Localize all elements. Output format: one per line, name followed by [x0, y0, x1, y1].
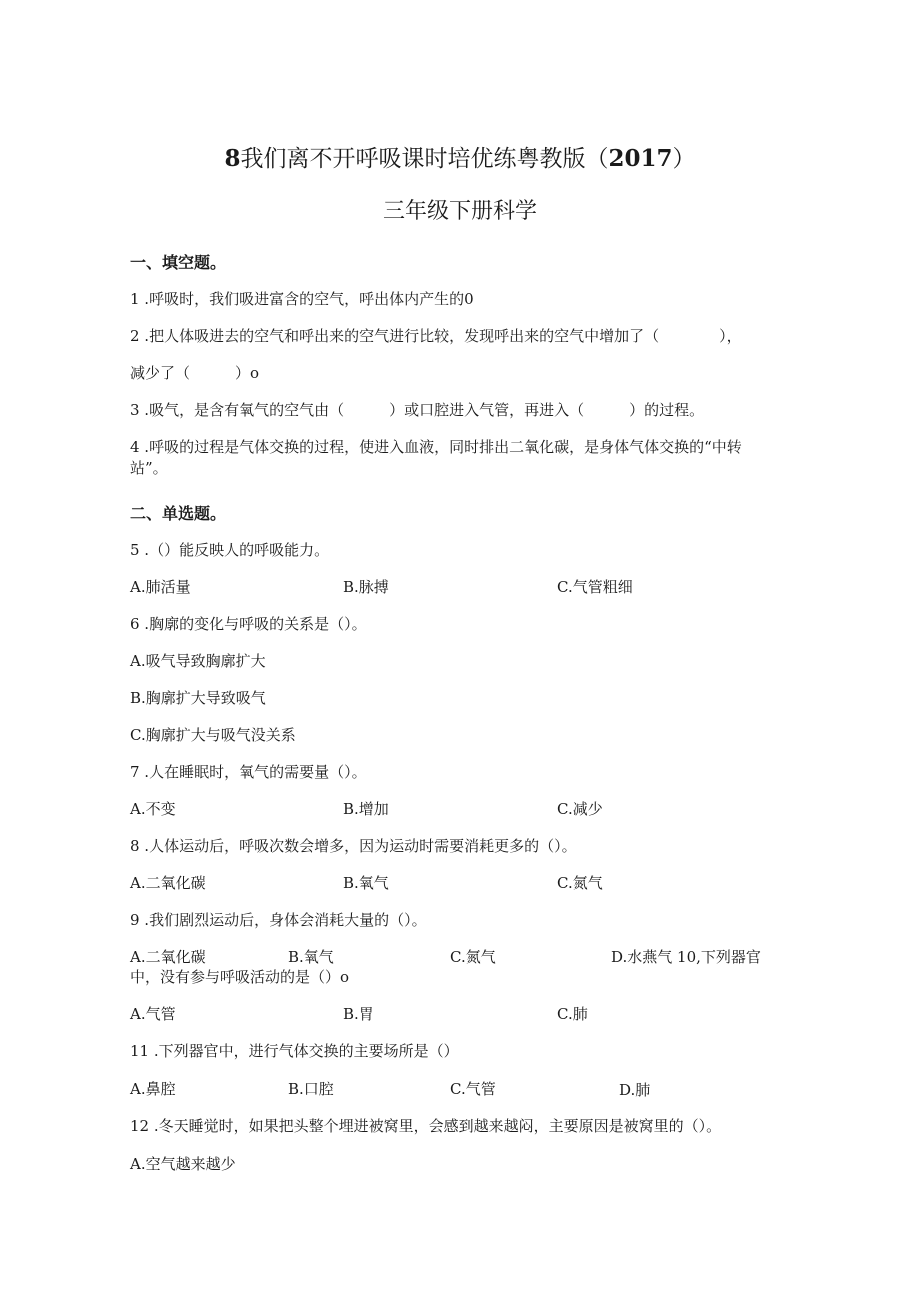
question-7-option-c: C.减少: [557, 800, 603, 818]
section-heading-fill-blank: 一、填空题。: [130, 253, 227, 272]
question-10-option-a: A.气管: [130, 1005, 176, 1023]
question-6: 6 .胸廓的变化与呼吸的关系是（）。: [130, 615, 367, 633]
question-8: 8 .人体运动后，呼吸次数会增多，因为运动时需要消耗更多的（）。: [130, 837, 577, 855]
question-7: 7 .人在睡眠时，氧气的需要量（）。: [130, 763, 367, 781]
question-11-option-a: A.鼻腔: [130, 1080, 176, 1098]
question-4-line-1: 4 .呼吸的过程是气体交换的过程，使进入血液，同时排出二氧化碳，是身体气体交换的“中转: [130, 438, 742, 456]
question-3: 3 .吸气，是含有氧气的空气由（ ）或口腔进入气管，再进入（ ）的过程。: [130, 401, 705, 419]
question-9-option-a: A.二氧化碳: [130, 948, 206, 966]
question-2-line-2: 减少了（ ）o: [130, 364, 260, 382]
question-6-option-b: B.胸廓扩大导致吸气: [130, 689, 266, 707]
question-11-option-b: B.口腔: [288, 1080, 334, 1098]
question-12: 12 .冬天睡觉时，如果把头整个埋进被窝里，会感到越来越闷，主要原因是被窝里的（）。: [130, 1117, 722, 1135]
title-prefix: 8: [224, 145, 241, 172]
question-1: 1 .呼吸时，我们吸进富含的空气，呼出体内产生的0: [130, 290, 474, 308]
title-year: 2017: [608, 145, 673, 172]
question-6-option-a: A.吸气导致胸廓扩大: [130, 652, 266, 670]
question-5-option-a: A.肺活量: [130, 578, 191, 596]
page-title: [0, 144, 920, 174]
question-9-option-d: D.水燕气 10,下列器官: [611, 948, 761, 966]
question-6-option-c: C.胸廓扩大与吸气没关系: [130, 726, 296, 744]
question-8-option-c: C.氮气: [557, 874, 603, 892]
question-4-line-2: 站”。: [130, 459, 168, 477]
question-11: 11 .下列器官中，进行气体交换的主要场所是（）: [130, 1042, 459, 1060]
page-subtitle: 三年级下册科学: [382, 199, 537, 224]
question-7-option-a: A.不变: [130, 800, 176, 818]
question-10-option-b: B.胃: [343, 1005, 374, 1023]
question-10: 中，没有参与呼吸活动的是（）o: [130, 968, 350, 986]
question-11-option-d: D.肺: [619, 1081, 651, 1099]
question-7-option-b: B.增加: [343, 800, 389, 818]
question-2-line-1: 2 .把人体吸进去的空气和呼出来的空气进行比较，发现呼出来的空气中增加了（ ），: [130, 327, 742, 345]
title-main: 我们离不开呼吸课时培优练粤教版（: [240, 146, 609, 172]
question-9: 9 .我们剧烈运动后，身体会消耗大量的（）。: [130, 911, 427, 929]
question-10-option-c: C.肺: [557, 1005, 588, 1023]
question-5: 5 .（）能反映人的呼吸能力。: [130, 541, 330, 559]
question-12-option-a: A.空气越来越少: [130, 1155, 236, 1173]
question-5-option-b: B.脉搏: [343, 578, 389, 596]
question-5-option-c: C.气管粗细: [557, 578, 633, 596]
question-8-option-b: B.氧气: [343, 874, 389, 892]
question-9-option-c: C.氮气: [450, 948, 496, 966]
question-11-option-c: C.气管: [450, 1080, 496, 1098]
title-suffix: ）: [672, 146, 696, 172]
question-9-option-b: B.氧气: [288, 948, 334, 966]
section-heading-single-choice: 二、单选题。: [130, 504, 227, 523]
question-8-option-a: A.二氧化碳: [130, 874, 206, 892]
